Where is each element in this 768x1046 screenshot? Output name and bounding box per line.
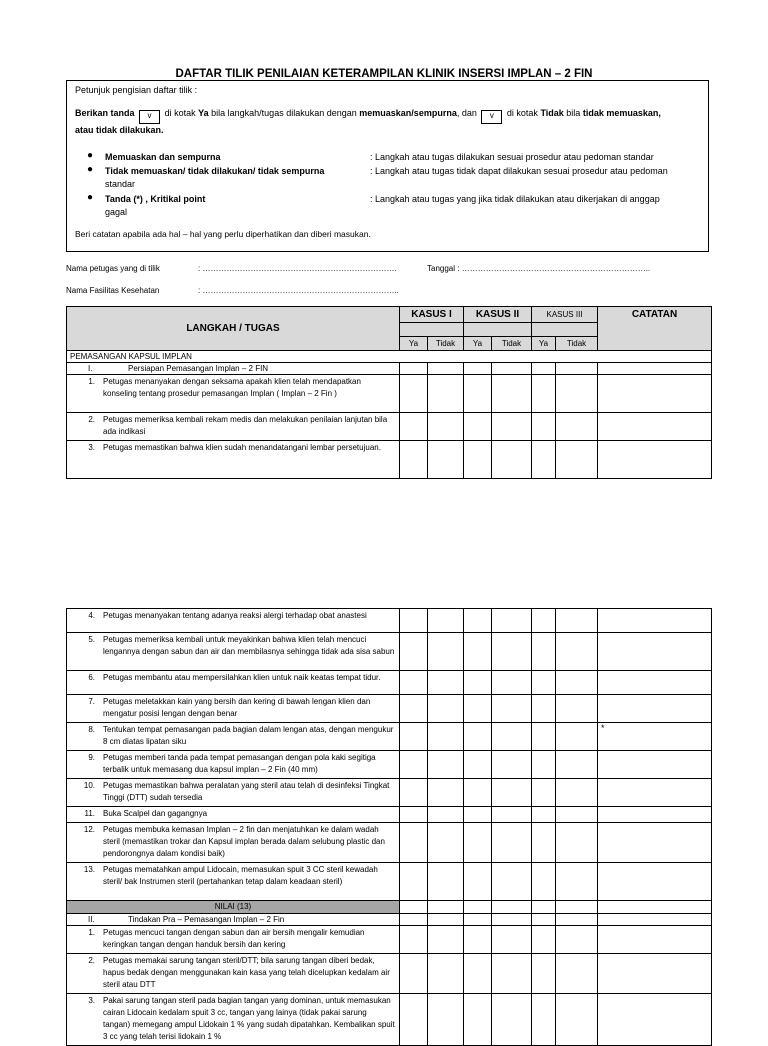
subsection-tindakan: [67, 914, 400, 926]
ya-header: Ya: [400, 337, 428, 351]
instructions-heading: Petunjuk pengisian daftar tilik :: [75, 85, 198, 95]
step-num: 3.: [88, 996, 95, 1005]
cell-ya3[interactable]: [532, 751, 556, 779]
cell-ya2[interactable]: [464, 413, 492, 441]
instr-memuaskan: memuaskan/sempurna: [359, 108, 457, 118]
cell-ya1[interactable]: [400, 363, 428, 375]
cell-catatan[interactable]: [598, 807, 712, 823]
cell-tidak3[interactable]: [556, 633, 598, 671]
cell-tidak1[interactable]: [428, 779, 464, 807]
step-text: Petugas membuka kemasan Implan – 2 fin dan menjatuhkan ke dalam wadah steril (memastikan trokar dan Kapsul implan berada dalam selubung plastic dan pendorongnya dalam kondisi baik): [103, 825, 385, 858]
cell-catatan[interactable]: [598, 901, 712, 914]
step-text: Petugas memastikan bahwa peralatan yang steril atau telah di desinfeksi Tingkat Tinggi (DTT) sudah tersedia: [103, 781, 390, 802]
cell-ya3[interactable]: [532, 375, 556, 413]
sub-title: Persiapan Pemasangan Implan – 2 FIN: [128, 364, 269, 373]
subsection-persiapan: [67, 363, 400, 375]
bullet-icon: ●: [87, 164, 94, 175]
table-row: [67, 779, 712, 807]
bullet-icon: ●: [87, 192, 94, 203]
cell-tidak3[interactable]: [556, 413, 598, 441]
step-num: 1.: [88, 928, 95, 937]
cell-tidak3[interactable]: [556, 751, 598, 779]
cell-tidak3[interactable]: [556, 914, 598, 926]
petugas-field[interactable]: : ……………………………………………………………….: [198, 264, 397, 273]
step-num: 12.: [83, 825, 95, 834]
cell-ya3[interactable]: [532, 823, 556, 863]
step-text: Pakai sarung tangan steril pada bagian tangan yang dominan, untuk memasukan cairan Lidocain kedalam spuit 3 cc, tangan yang lainya (tidak pakai sarung tangan) memegang ampul Lidokain 1 % yang sudah dipatahkan. Kembalikan spuit 3 cc yang telah terisi lidokain 1 %: [103, 996, 395, 1041]
step-num: 11.: [84, 809, 95, 818]
cell-catatan[interactable]: [598, 695, 712, 723]
cell-ya1[interactable]: [400, 779, 428, 807]
step-text: Petugas mematahkan ampul Lidocain, memasukan spuit 3 CC steril kewadah steril/ bak Instrumen steril (pertahankan tetap dalam keadaan steril): [103, 865, 378, 886]
step-text: Petugas memberi tanda pada tempat pemasangan dengan pola kaki segitiga terbalik untuk memasang dua kapsul implan – 2 Fin (40 mm): [103, 753, 376, 774]
cell-tidak3[interactable]: [556, 363, 598, 375]
cell-tidak2[interactable]: [492, 671, 532, 695]
legend-desc: : Langkah atau tugas yang jika tidak dilakukan atau dikerjakan di anggap: [370, 194, 660, 204]
cell-ya1[interactable]: [400, 954, 428, 994]
step-text: Petugas menanyakan tentang adanya reaksi alergi terhadap obat anastesi: [103, 611, 367, 620]
cell-ya2[interactable]: [464, 779, 492, 807]
cell-tidak2[interactable]: [492, 954, 532, 994]
cell-tidak1[interactable]: [428, 375, 464, 413]
cell-ya3[interactable]: [532, 779, 556, 807]
cell-catatan[interactable]: [598, 633, 712, 671]
cell-ya1[interactable]: [400, 695, 428, 723]
step-text: Petugas membantu atau mempersilahkan klien untuk naik keatas tempat tidur.: [103, 673, 381, 682]
instructions-footer: Beri catatan apabila ada hal – hal yang perlu diperhatikan dan diberi masukan.: [75, 229, 371, 239]
cell-ya2[interactable]: [464, 751, 492, 779]
cell-tidak1[interactable]: [428, 863, 464, 901]
langkah-header: LANGKAH / TUGAS: [67, 307, 400, 351]
cell-tidak2[interactable]: [492, 441, 532, 479]
sub-title: Tindakan Pra – Pemasangan Implan – 2 Fin: [128, 915, 285, 924]
fasilitas-field[interactable]: : ………………………………………………………………..: [198, 286, 399, 295]
cell-ya2[interactable]: [464, 954, 492, 994]
table-row: [67, 723, 712, 751]
table-row: [67, 633, 712, 671]
cell-ya1[interactable]: [400, 807, 428, 823]
cell-tidak2[interactable]: [492, 779, 532, 807]
cell-ya3[interactable]: [532, 954, 556, 994]
cell-ya2[interactable]: [464, 363, 492, 375]
cell-ya3[interactable]: [532, 901, 556, 914]
cell-tidak2[interactable]: [492, 914, 532, 926]
cell-tidak2[interactable]: [492, 375, 532, 413]
table-row: [67, 441, 712, 479]
cell-catatan[interactable]: [598, 375, 712, 413]
nilai-label: NILAI (13): [67, 901, 400, 914]
cell-ya3[interactable]: [532, 807, 556, 823]
instr-text-e: di kotak: [506, 108, 538, 118]
cell-ya1[interactable]: [400, 751, 428, 779]
table-row: [67, 954, 712, 994]
step-num: 7.: [88, 697, 95, 706]
step-num: 9.: [88, 753, 95, 762]
step-num: 8.: [88, 725, 95, 734]
step-text: Petugas memakai sarung tangan steril/DTT; bila sarung tangan diberi bedak, hapus bedak dengan menggunakan kain kasa yang telah dicelupkan kedalam air steril atau DTT: [103, 956, 390, 989]
cell-catatan[interactable]: [598, 926, 712, 954]
step-num: 2.: [88, 956, 95, 965]
cell-ya1[interactable]: [400, 723, 428, 751]
cell-ya3[interactable]: [532, 926, 556, 954]
cell-catatan[interactable]: [598, 413, 712, 441]
cell-tidak3[interactable]: [556, 994, 598, 1046]
cell-ya2[interactable]: [464, 441, 492, 479]
cell-tidak1[interactable]: [428, 994, 464, 1046]
cell-tidak3[interactable]: [556, 441, 598, 479]
tanggal-field[interactable]: Tanggal : ……………………………………………………………..: [427, 264, 651, 273]
cell-tidak3[interactable]: [556, 926, 598, 954]
kasus3-header: KASUS III: [532, 307, 598, 323]
fasilitas-label: Nama Fasilitas Kesehatan: [66, 286, 160, 295]
cell-ya1[interactable]: [400, 926, 428, 954]
cell-tidak2[interactable]: [492, 633, 532, 671]
tidak-header: Tidak: [428, 337, 464, 351]
cell-ya1[interactable]: [400, 914, 428, 926]
kasus3-sub: [532, 323, 598, 337]
table-row: [67, 695, 712, 723]
cell-ya2[interactable]: [464, 807, 492, 823]
step-num: 13.: [83, 865, 95, 874]
kasus2-sub: [464, 323, 532, 337]
cell-tidak2[interactable]: [492, 363, 532, 375]
cell-ya2[interactable]: [464, 695, 492, 723]
cell-catatan[interactable]: [598, 671, 712, 695]
instructions-line2: atau tidak dilakukan.: [75, 125, 164, 135]
cell-tidak3[interactable]: [556, 375, 598, 413]
cell-ya2[interactable]: [464, 823, 492, 863]
cell-catatan[interactable]: [598, 994, 712, 1046]
table-row: [67, 994, 712, 1046]
cell-catatan[interactable]: [598, 609, 712, 633]
legend-label-text: Tanda (*) , Kritikal point: [105, 194, 206, 204]
cell-tidak1[interactable]: [428, 954, 464, 994]
instr-text-b: di kotak: [164, 108, 196, 118]
cell-ya3[interactable]: [532, 363, 556, 375]
cell-tidak1[interactable]: [428, 695, 464, 723]
kasus1-header: KASUS I: [400, 307, 464, 323]
cell-tidak1[interactable]: [428, 914, 464, 926]
instr-tidak: Tidak: [540, 108, 564, 118]
table-row: [67, 751, 712, 779]
table-row: [67, 413, 712, 441]
instr-text-d: , dan: [456, 108, 477, 118]
cell-catatan[interactable]: [598, 779, 712, 807]
cell-ya1[interactable]: [400, 375, 428, 413]
table-row: [67, 609, 712, 633]
instr-ya: Ya: [198, 108, 209, 118]
step-num: 3.: [88, 443, 95, 452]
table-row: [67, 823, 712, 863]
cell-ya2[interactable]: [464, 901, 492, 914]
cell-tidak1[interactable]: [428, 671, 464, 695]
cell-catatan[interactable]: [598, 863, 712, 901]
cell-ya3[interactable]: [532, 633, 556, 671]
cell-ya1[interactable]: [400, 441, 428, 479]
step-text: Petugas memeriksa kembali rekam medis dan melakukan penilaian lanjutan bila ada indikasi: [103, 415, 388, 436]
step-num: 5.: [88, 635, 95, 644]
kasus1-sub: [400, 323, 464, 337]
cell-tidak2[interactable]: [492, 807, 532, 823]
cell-tidak3[interactable]: [556, 779, 598, 807]
cell-tidak1[interactable]: [428, 751, 464, 779]
instr-text-c: bila langkah/tugas dilakukan dengan: [211, 108, 357, 118]
cell-ya3[interactable]: [532, 914, 556, 926]
step-num: 4.: [88, 611, 95, 620]
cell-ya2[interactable]: [464, 609, 492, 633]
cell-tidak3[interactable]: [556, 901, 598, 914]
step-text: Petugas memeriksa kembali untuk meyakinkan bahwa klien telah mencuci lengannya dengan sabun dan air dan membilasnya sehingga tidak ada sisa sabun: [103, 635, 395, 656]
cell-tidak1[interactable]: [428, 413, 464, 441]
ya-header: Ya: [532, 337, 556, 351]
cell-tidak3[interactable]: [556, 609, 598, 633]
instr-text-f: bila: [566, 108, 581, 118]
cell-tidak2[interactable]: [492, 609, 532, 633]
step-text: Buka Scalpel dan gagangnya: [103, 809, 208, 818]
cell-tidak2[interactable]: [492, 751, 532, 779]
kasus2-header: KASUS II: [464, 307, 532, 323]
table-row: [67, 375, 712, 413]
instructions-line1: [75, 106, 700, 124]
step-text: Petugas mencuci tangan dengan sabun dan air bersih mengalir kemudian keringkan tangan dengan handuk bersih dan kering: [103, 928, 365, 949]
cell-tidak3[interactable]: [556, 695, 598, 723]
legend-label: [105, 165, 350, 191]
cell-tidak2[interactable]: [492, 994, 532, 1046]
cell-ya2[interactable]: [464, 863, 492, 901]
table-row: [67, 926, 712, 954]
legend-label-text: Tidak memuaskan/ tidak dilakukan/ tidak sempurna: [105, 166, 325, 176]
tidak-header: Tidak: [556, 337, 598, 351]
cell-tidak3[interactable]: [556, 954, 598, 994]
cell-tidak2[interactable]: [492, 723, 532, 751]
checklist-table-2: [66, 608, 712, 1046]
step-num: 10.: [83, 781, 95, 790]
legend-desc: : Langkah atau tugas dilakukan sesuai prosedur atau pedoman standar: [370, 152, 654, 162]
step-text: Petugas menanyakan dengan seksama apakah klien telah mendapatkan konseling tentang prosedur pemasangan Implan ( Implan – 2 Fin ): [103, 377, 361, 398]
cell-tidak1[interactable]: [428, 633, 464, 671]
cell-ya1[interactable]: [400, 901, 428, 914]
step-num: 6.: [88, 673, 95, 682]
cell-tidak1[interactable]: [428, 807, 464, 823]
instructions-box: [66, 80, 709, 252]
cell-ya2[interactable]: [464, 375, 492, 413]
cell-tidak1[interactable]: [428, 926, 464, 954]
cell-catatan[interactable]: [598, 363, 712, 375]
cell-ya2[interactable]: [464, 926, 492, 954]
catatan-header: CATATAN: [598, 307, 712, 351]
cell-tidak3[interactable]: [556, 807, 598, 823]
cell-catatan[interactable]: [598, 914, 712, 926]
instr-text-a: Berikan tanda: [75, 108, 135, 118]
cell-catatan[interactable]: [598, 954, 712, 994]
cell-ya3[interactable]: [532, 671, 556, 695]
cell-ya1[interactable]: [400, 633, 428, 671]
step-num: 1.: [88, 377, 95, 386]
cell-ya2[interactable]: [464, 994, 492, 1046]
legend-list: [85, 151, 700, 221]
legend-label: Memuaskan dan sempurna: [105, 152, 221, 162]
cell-ya1[interactable]: [400, 994, 428, 1046]
cell-ya1[interactable]: [400, 413, 428, 441]
petugas-label: Nama petugas yang di tilik: [66, 264, 160, 273]
cell-tidak1[interactable]: [428, 723, 464, 751]
legend-item: [85, 165, 700, 193]
section-pemasangan: PEMASANGAN KAPSUL IMPLAN: [67, 351, 712, 363]
cell-ya3[interactable]: [532, 863, 556, 901]
cell-ya1[interactable]: [400, 863, 428, 901]
cell-tidak2[interactable]: [492, 901, 532, 914]
table-row: [67, 807, 712, 823]
step-num: 2.: [88, 415, 95, 424]
step-text: Petugas memastikan bahwa klien sudah menandatangani lembar persetujuan.: [103, 443, 381, 452]
cell-catatan[interactable]: *: [598, 723, 712, 751]
document-title: DAFTAR TILIK PENILAIAN KETERAMPILAN KLINIK INSERSI IMPLAN – 2 FIN: [175, 68, 593, 80]
table-row: [67, 671, 712, 695]
cell-tidak2[interactable]: [492, 413, 532, 441]
cell-ya1[interactable]: [400, 609, 428, 633]
legend-desc-extra: gagal: [105, 207, 128, 217]
legend-item: [85, 193, 700, 221]
legend-label: [105, 193, 350, 219]
instr-tidak-memuaskan: tidak memuaskan,: [582, 108, 661, 118]
sub-num: I.: [88, 364, 93, 373]
checkmark-box-icon: v: [481, 110, 502, 124]
cell-ya1[interactable]: [400, 671, 428, 695]
legend-label-extra: standar: [105, 179, 136, 189]
bullet-icon: ●: [87, 150, 94, 161]
checkmark-box-icon: v: [139, 110, 160, 124]
tidak-header: Tidak: [492, 337, 532, 351]
cell-tidak3[interactable]: [556, 823, 598, 863]
cell-tidak3[interactable]: [556, 671, 598, 695]
cell-ya2[interactable]: [464, 914, 492, 926]
cell-ya3[interactable]: [532, 441, 556, 479]
cell-ya2[interactable]: [464, 671, 492, 695]
cell-catatan[interactable]: [598, 751, 712, 779]
cell-catatan[interactable]: [598, 441, 712, 479]
step-text: Tentukan tempat pemasangan pada bagian dalam lengan atas, dengan mengukur 8 cm diatas lipatan siku: [103, 725, 394, 746]
cell-tidak2[interactable]: [492, 823, 532, 863]
ya-header: Ya: [464, 337, 492, 351]
checklist-table-1: [66, 306, 712, 479]
step-text: Petugas meletakkan kain yang bersih dan kering di bawah lengan klien dan mengatur posisi lengan dengan benar: [103, 697, 371, 718]
cell-tidak1[interactable]: [428, 901, 464, 914]
cell-tidak1[interactable]: [428, 441, 464, 479]
cell-ya3[interactable]: [532, 723, 556, 751]
cell-ya3[interactable]: [532, 994, 556, 1046]
cell-ya1[interactable]: [400, 823, 428, 863]
cell-ya3[interactable]: [532, 413, 556, 441]
cell-tidak1[interactable]: [428, 823, 464, 863]
table-row: [67, 863, 712, 901]
cell-tidak3[interactable]: [556, 723, 598, 751]
cell-tidak1[interactable]: [428, 363, 464, 375]
cell-tidak1[interactable]: [428, 609, 464, 633]
cell-catatan[interactable]: [598, 823, 712, 863]
cell-tidak2[interactable]: [492, 926, 532, 954]
cell-ya2[interactable]: [464, 723, 492, 751]
cell-ya2[interactable]: [464, 633, 492, 671]
cell-ya3[interactable]: [532, 695, 556, 723]
sub-num: II.: [88, 915, 95, 924]
cell-tidak2[interactable]: [492, 695, 532, 723]
legend-desc: : Langkah atau tugas tidak dapat dilakukan sesuai prosedur atau pedoman: [370, 166, 668, 176]
cell-tidak3[interactable]: [556, 863, 598, 901]
cell-ya3[interactable]: [532, 609, 556, 633]
cell-tidak2[interactable]: [492, 863, 532, 901]
